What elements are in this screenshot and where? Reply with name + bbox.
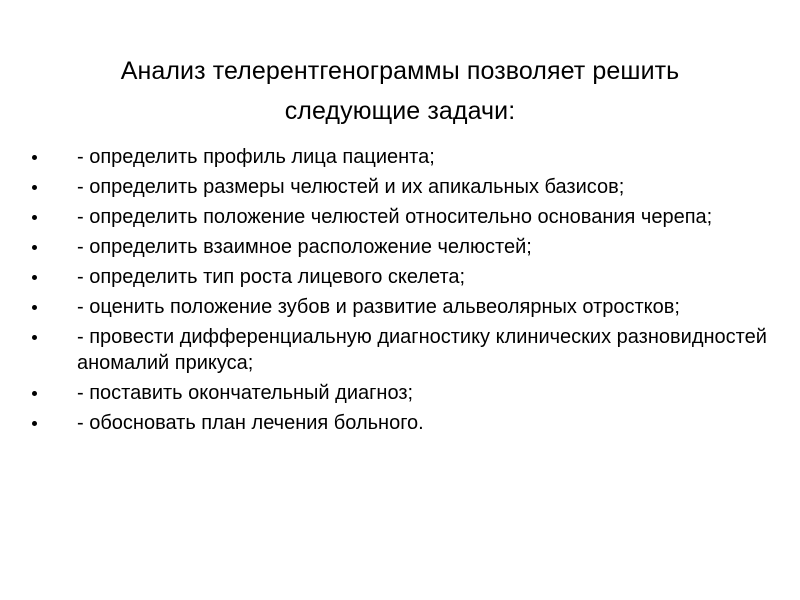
list-item [30,264,770,290]
bullet-icon [32,245,37,250]
bullet-icon [32,155,37,160]
list-item [30,380,770,406]
slide-title-line-1: Анализ телерентгенограммы позволяет решить [120,56,680,85]
slide-title-line-2: следующие задачи: [284,96,516,125]
slide-title [40,51,760,131]
list-item-text: - провести дифференциальную диагностику клинических разновидностей аномалий прикуса; [77,326,767,374]
bullet-icon [32,305,37,310]
list-item [30,204,770,230]
list-item-text: - поставить окончательный диагноз; [77,382,414,404]
list-item-text: - определить тип роста лицевого скелета; [77,266,466,288]
bullet-icon [32,215,37,220]
list-item [30,410,770,436]
bullet-icon [32,335,37,340]
list-item [30,174,770,200]
list-item-text: - обосновать план лечения больного. [77,412,424,434]
list-item-text: - оценить положение зубов и развитие альвеолярных отростков; [77,296,680,318]
bullet-icon [32,185,37,190]
list-item-text: - определить размеры челюстей и их апикальных базисов; [77,176,625,198]
list-item-text: - определить профиль лица пациента; [77,146,435,168]
list-item [30,324,770,376]
list-item [30,144,770,170]
bullet-icon [32,275,37,280]
list-item-text: - определить положение челюстей относительно основания черепа; [77,206,713,228]
list-item [30,234,770,260]
list-item-text: - определить взаимное расположение челюстей; [77,236,532,258]
task-list [30,144,770,440]
bullet-icon [32,391,37,396]
bullet-icon [32,421,37,426]
list-item [30,294,770,320]
